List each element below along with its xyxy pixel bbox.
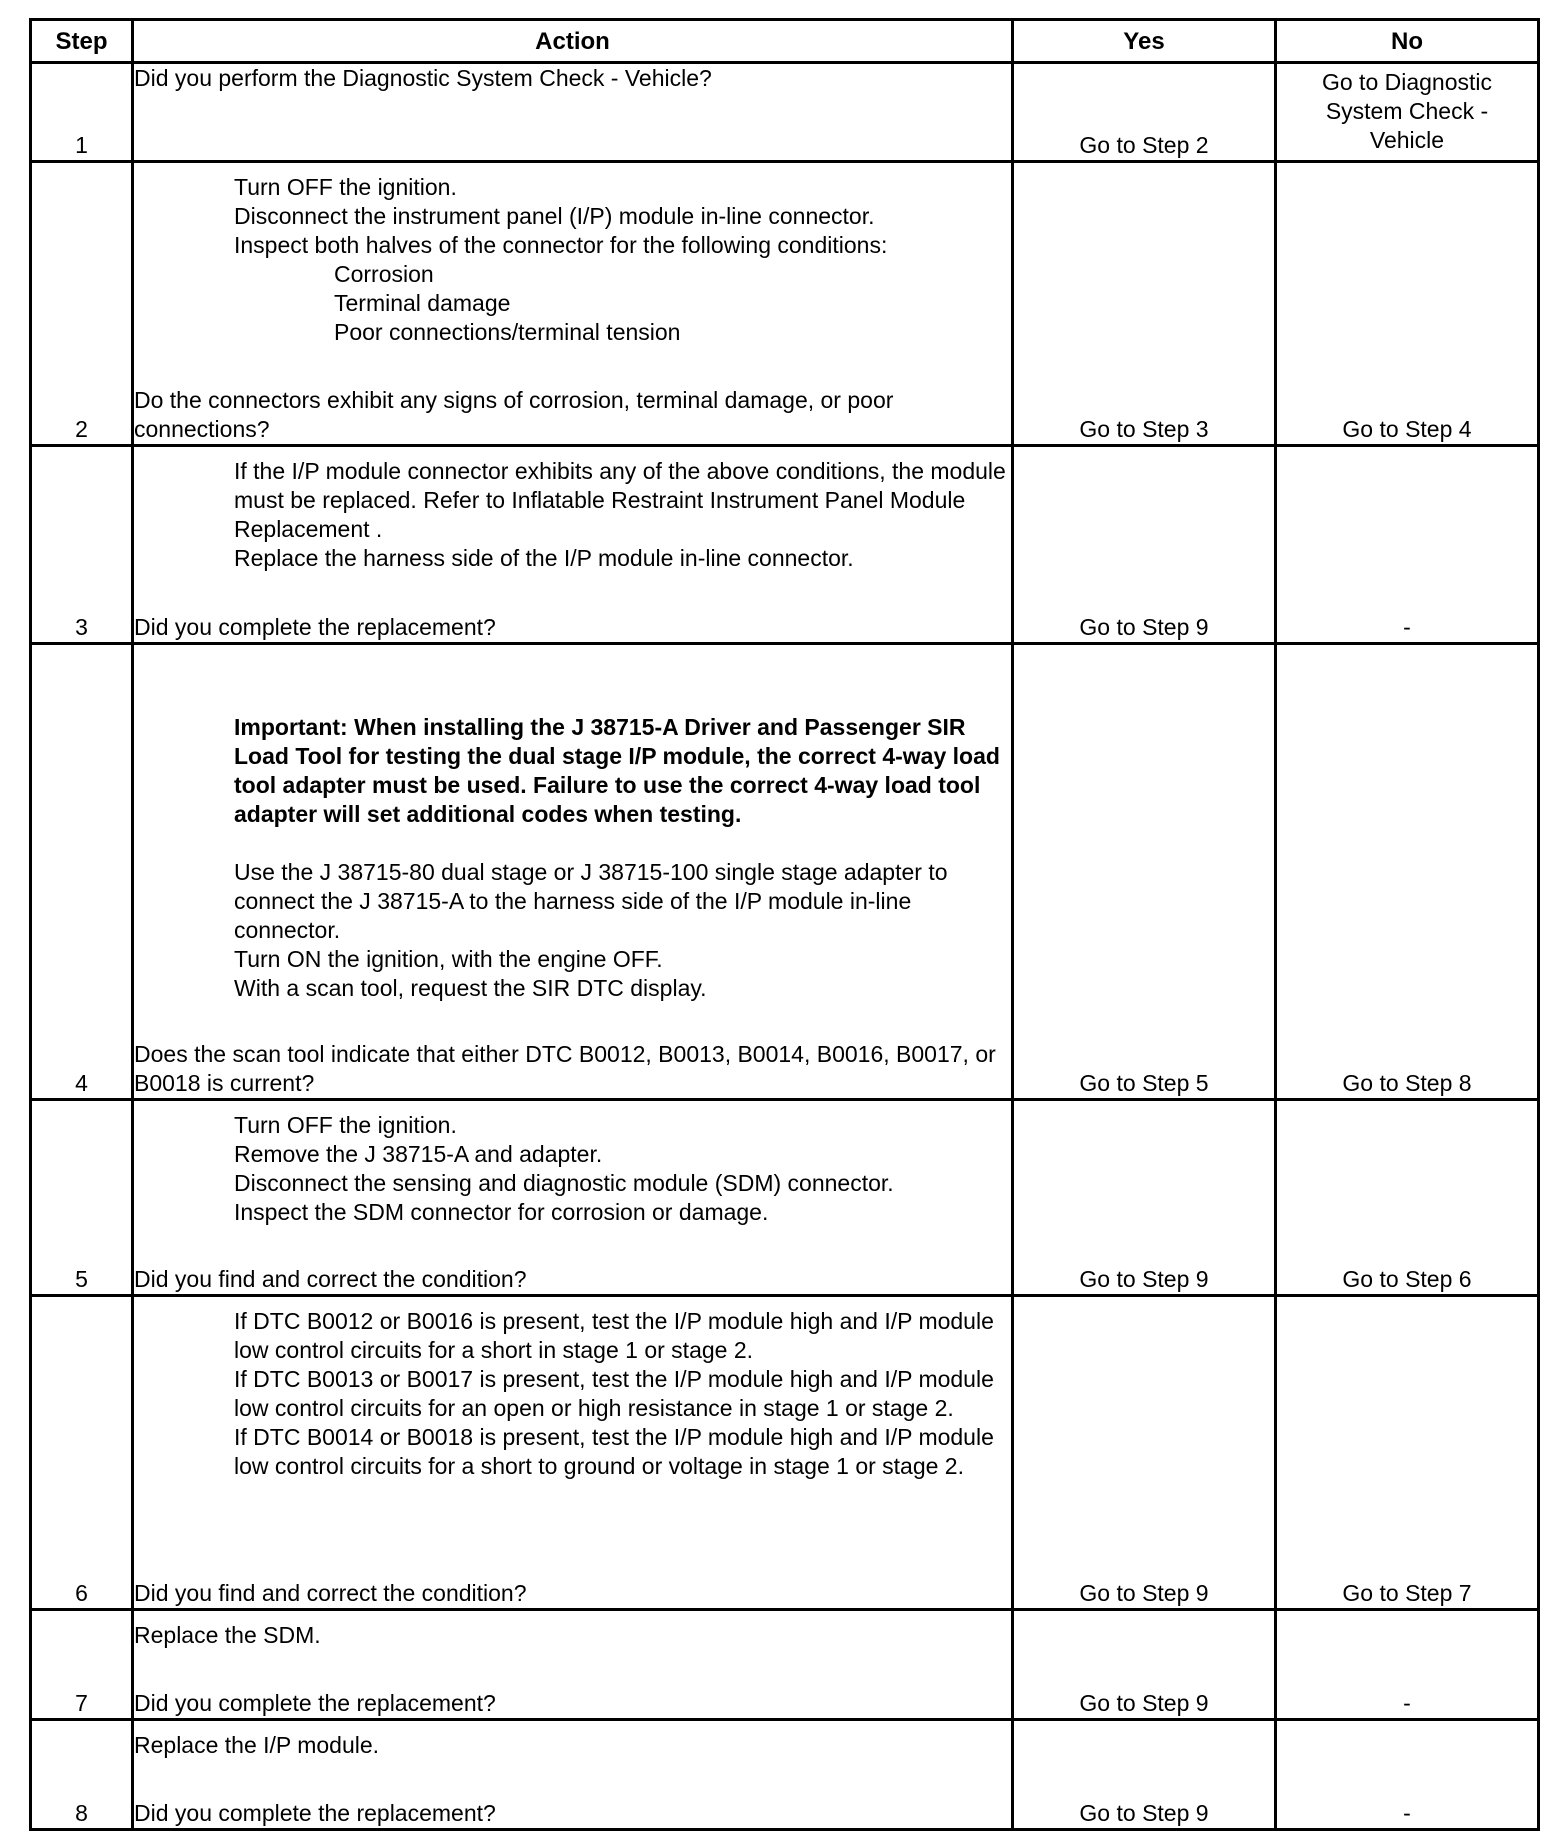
header-no: No [1276, 20, 1539, 63]
yes-cell: Go to Step 3 [1013, 162, 1276, 446]
action-cell [133, 1610, 1013, 1720]
no-cell: - [1276, 1720, 1539, 1830]
table-row [31, 1100, 1539, 1296]
step-number: 6 [31, 1296, 133, 1610]
no-cell: Go to Step 7 [1276, 1296, 1539, 1610]
action-line: If DTC B0013 or B0017 is present, test the I/P module high and I/P module low control circuits for an open or high resistance in stage 1 or stage 2. [234, 1366, 994, 1421]
yes-cell: Go to Step 2 [1013, 63, 1276, 162]
action-line: Inspect both halves of the connector for the following conditions: [234, 232, 888, 258]
action-subline: Poor connections/terminal tension [334, 319, 681, 345]
action-line: Disconnect the sensing and diagnostic module (SDM) connector. [234, 1170, 894, 1196]
action-line: Disconnect the instrument panel (I/P) module in-line connector. [234, 203, 875, 229]
action-line: If the I/P module connector exhibits any of the above conditions, the module must be replaced. Refer to Inflatable Restraint Instrument Panel Module Replacement . [234, 458, 1006, 542]
table-row [31, 446, 1539, 644]
question-text: Did you complete the replacement? [134, 1690, 496, 1716]
action-cell [133, 162, 1013, 446]
step-number: 3 [31, 446, 133, 644]
question-text: Do the connectors exhibit any signs of corrosion, terminal damage, or poor connections? [134, 387, 894, 442]
no-cell: - [1276, 1610, 1539, 1720]
no-cell: Go to Step 8 [1276, 644, 1539, 1100]
action-line: Replace the SDM. [134, 1622, 321, 1648]
step-number: 7 [31, 1610, 133, 1720]
yes-cell: Go to Step 9 [1013, 1100, 1276, 1296]
no-cell: Go to Step 6 [1276, 1100, 1539, 1296]
question-text: Did you complete the replacement? [134, 1800, 496, 1826]
action-subline: Corrosion [334, 261, 434, 287]
action-line: Remove the J 38715-A and adapter. [234, 1141, 603, 1167]
question-text: Did you find and correct the condition? [134, 1266, 527, 1292]
action-line: If DTC B0012 or B0016 is present, test the I/P module high and I/P module low control circuits for a short in stage 1 or stage 2. [234, 1308, 994, 1363]
action-cell [133, 1720, 1013, 1830]
action-line: If DTC B0014 or B0018 is present, test the I/P module high and I/P module low control circuits for a short to ground or voltage in stage 1 or stage 2. [234, 1424, 994, 1479]
table-row [31, 1720, 1539, 1830]
action-line: Turn OFF the ignition. [234, 1112, 457, 1138]
action-subline: Terminal damage [334, 290, 511, 316]
action-cell [133, 1100, 1013, 1296]
action-line: Inspect the SDM connector for corrosion or damage. [234, 1199, 769, 1225]
action-cell [133, 63, 1013, 162]
diagnostic-table [29, 18, 1540, 1831]
yes-cell: Go to Step 9 [1013, 446, 1276, 644]
step-number: 1 [31, 63, 133, 162]
action-line: With a scan tool, request the SIR DTC display. [234, 975, 707, 1001]
no-cell: Go to Step 4 [1276, 162, 1539, 446]
step-number: 2 [31, 162, 133, 446]
no-cell: - [1276, 446, 1539, 644]
yes-cell: Go to Step 9 [1013, 1720, 1276, 1830]
step-number: 8 [31, 1720, 133, 1830]
table-row [31, 644, 1539, 1100]
action-line: Use the J 38715-80 dual stage or J 38715-100 single stage adapter to connect the J 38715-A to the harness side of the I/P module in-line connector. [234, 859, 948, 943]
header-row [31, 20, 1539, 63]
question-text: Did you perform the Diagnostic System Check - Vehicle? [134, 65, 712, 91]
yes-cell: Go to Step 9 [1013, 1296, 1276, 1610]
action-cell [133, 644, 1013, 1100]
step-number: 5 [31, 1100, 133, 1296]
step-number: 4 [31, 644, 133, 1100]
action-line: Turn ON the ignition, with the engine OFF. [234, 946, 663, 972]
question-text: Does the scan tool indicate that either DTC B0012, B0013, B0014, B0016, B0017, or B0018 is current? [134, 1041, 996, 1096]
question-text: Did you complete the replacement? [134, 614, 496, 640]
action-line: Turn OFF the ignition. [234, 174, 457, 200]
header-action: Action [133, 20, 1013, 63]
action-line: Replace the harness side of the I/P module in-line connector. [234, 545, 854, 571]
table-row [31, 1296, 1539, 1610]
table-row [31, 63, 1539, 162]
question-text: Did you find and correct the condition? [134, 1580, 527, 1606]
yes-cell: Go to Step 5 [1013, 644, 1276, 1100]
no-cell [1276, 63, 1539, 162]
no-text: Go to Diagnostic System Check - Vehicle [1321, 69, 1493, 153]
important-note: Important: When installing the J 38715-A Driver and Passenger SIR Load Tool for testing the dual stage I/P module, the correct 4-way load tool adapter must be used. Failure to use the correct 4-way load tool adapter will set additional codes when testing. [234, 714, 1000, 827]
action-line: Replace the I/P module. [134, 1732, 380, 1758]
table-row [31, 162, 1539, 446]
header-step: Step [31, 20, 133, 63]
action-cell [133, 446, 1013, 644]
table-row [31, 1610, 1539, 1720]
yes-cell: Go to Step 9 [1013, 1610, 1276, 1720]
action-cell [133, 1296, 1013, 1610]
header-yes: Yes [1013, 20, 1276, 63]
